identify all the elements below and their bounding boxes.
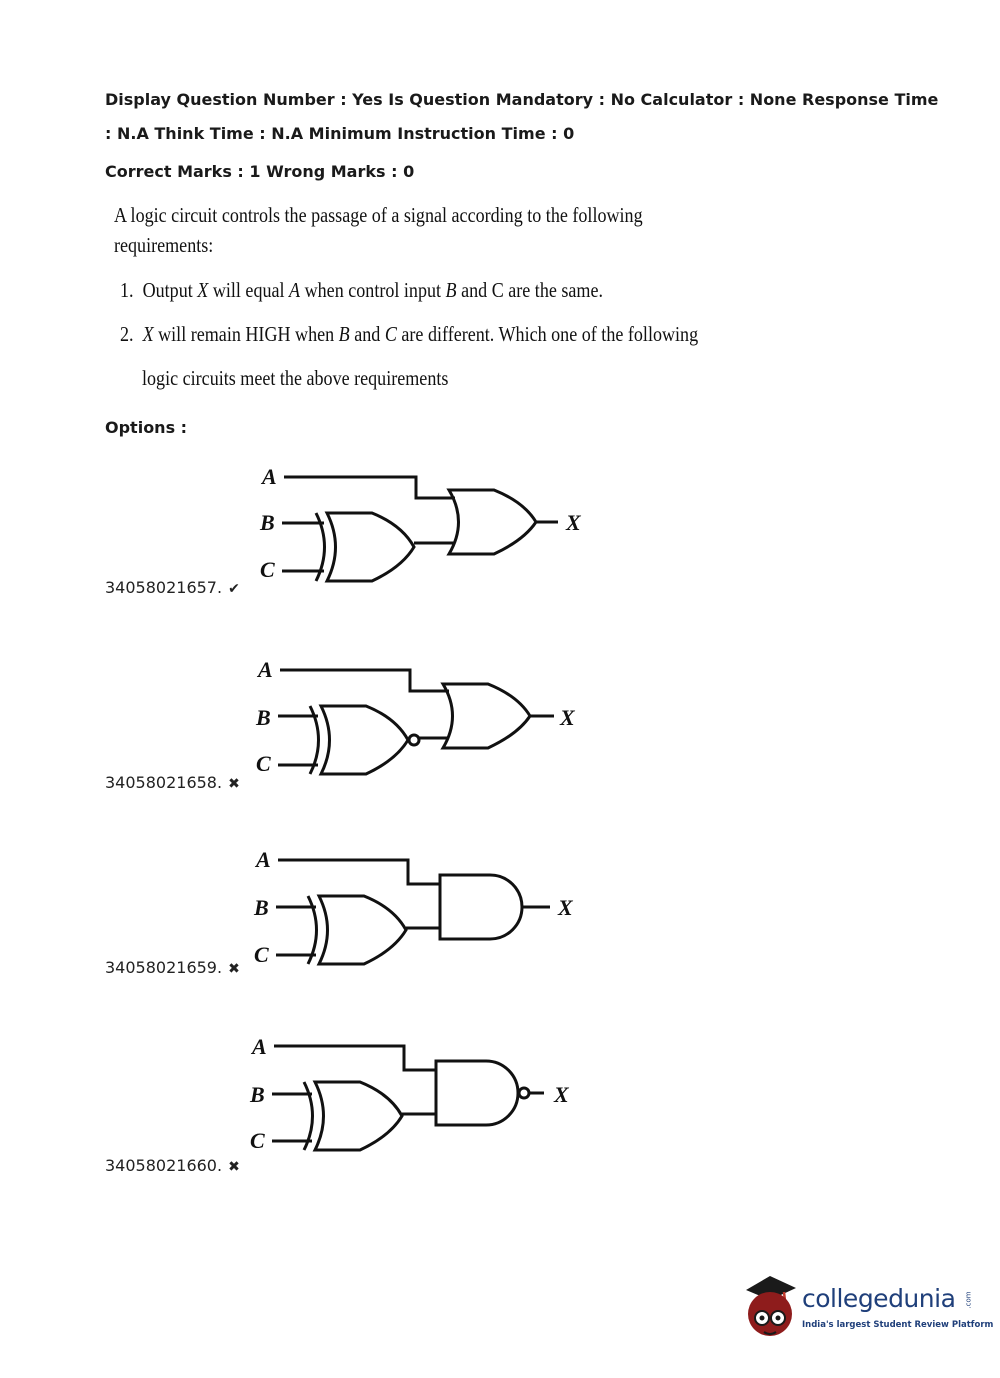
option-2[interactable]: [105, 773, 240, 792]
label-x: X: [554, 1082, 569, 1107]
question-intro-cont: requirements:: [114, 233, 214, 257]
label-b: B: [250, 1082, 265, 1107]
option-1[interactable]: [105, 578, 240, 597]
option-2-id: 34058021658.: [105, 773, 223, 792]
cross-icon: ✖: [228, 776, 240, 792]
requirement-continuation: logic circuits meet the above requirements: [142, 366, 449, 390]
label-c: C: [260, 557, 275, 582]
option-1-circuit: [250, 455, 610, 595]
options-heading: Options :: [105, 418, 188, 437]
xor-gate: [315, 1082, 402, 1150]
label-a: A: [262, 464, 277, 489]
xor-gate: [321, 706, 408, 774]
cross-icon: ✖: [228, 1159, 240, 1175]
label-c: C: [256, 751, 271, 776]
nand-gate: [436, 1061, 518, 1125]
logo-suffix: .com: [964, 1291, 973, 1309]
option-2-circuit: [244, 648, 604, 788]
check-icon: ✔: [228, 581, 240, 597]
label-a: A: [258, 657, 273, 682]
label-x: X: [566, 510, 581, 535]
inversion-bubble: [519, 1088, 529, 1098]
wire-a: [278, 860, 440, 884]
question-intro: A logic circuit controls the passage of a signal according to the following: [114, 203, 643, 227]
or-gate: [443, 684, 530, 748]
label-x: X: [560, 705, 575, 730]
label-b: B: [254, 895, 269, 920]
and-gate: [440, 875, 522, 939]
wire-a: [274, 1046, 436, 1070]
marks-line: Correct Marks : 1 Wrong Marks : 0: [105, 162, 415, 181]
option-3[interactable]: [105, 958, 240, 977]
logo-wordmark: collegedunia: [802, 1284, 956, 1313]
mascot-icon: [740, 1270, 802, 1350]
cross-icon: ✖: [228, 961, 240, 977]
label-a: A: [252, 1034, 267, 1059]
option-4-id: 34058021660.: [105, 1156, 223, 1175]
option-3-id: 34058021659.: [105, 958, 223, 977]
xor-gate: [327, 513, 414, 581]
or-gate: [449, 490, 536, 554]
wire-a: [284, 477, 455, 498]
label-a: A: [256, 847, 271, 872]
label-b: B: [256, 705, 271, 730]
collegedunia-logo: [740, 1270, 994, 1350]
logo-tagline: India's largest Student Review Platform: [802, 1320, 994, 1330]
inversion-bubble: [409, 735, 419, 745]
meta-line-1: Display Question Number : Yes Is Question Mandatory : No Calculator : None Response Time: [105, 90, 939, 109]
meta-line-2: : N.A Think Time : N.A Minimum Instruction Time : 0: [105, 124, 575, 143]
requirement-2: 2. X will remain HIGH when B and C are different. Which one of the following: [120, 322, 699, 346]
option-3-circuit: [242, 838, 602, 978]
wire-a: [280, 670, 449, 691]
label-c: C: [250, 1128, 265, 1153]
option-4[interactable]: [105, 1156, 240, 1175]
requirement-1: 1. Output X will equal A when control input B and C are the same.: [120, 278, 604, 302]
label-x: X: [558, 895, 573, 920]
option-4-circuit: [238, 1024, 598, 1164]
label-b: B: [260, 510, 275, 535]
xor-gate: [319, 896, 406, 964]
label-c: C: [254, 942, 269, 967]
option-1-id: 34058021657.: [105, 578, 223, 597]
